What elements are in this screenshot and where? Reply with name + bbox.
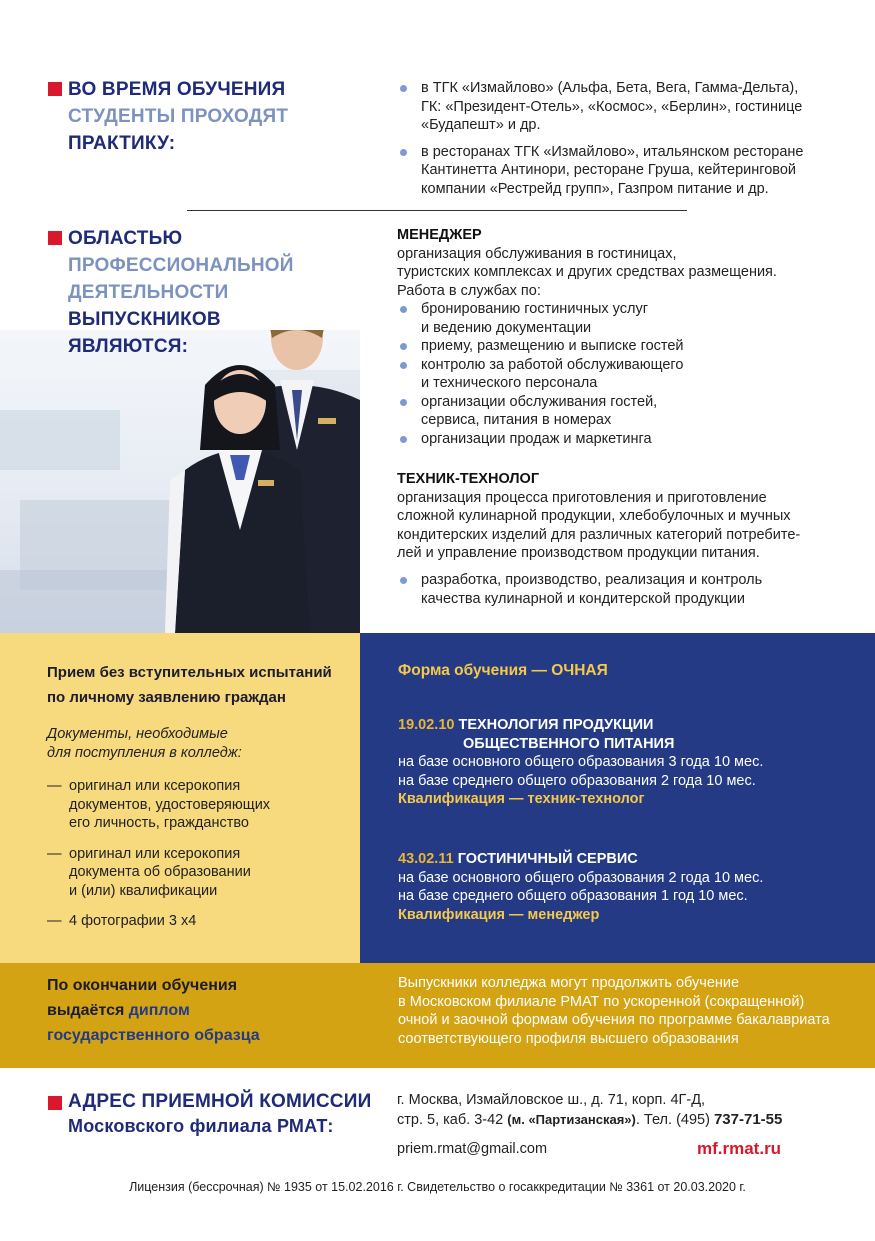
continue-text: Выпускники колледжа могут продолжить обучение в Московском филиале РМАТ по ускоренной (сокращенной) очной и заочной формам обучения по программе бакалавриата соответствующего профиля высшего образования — [398, 975, 830, 1047]
technologist-title: ТЕХНИК-ТЕХНОЛОГ — [397, 471, 540, 487]
technologist-list — [397, 571, 857, 608]
areas-heading: ОБЛАСТЬЮ ПРОФЕССИОНАЛЬНОЙ ДЕЯТЕЛЬНОСТИ ВЫПУСКНИКОВ ЯВЛЯЮТСЯ: — [68, 228, 294, 357]
red-square-icon — [48, 231, 62, 245]
technologist-block: ТЕХНИК-ТЕХНОЛОГ организация процесса приготовления и приготовление сложной кулинарной продукции, хлебобулочных и мучных кондитерских изделий для различных категорий потребите- лей и управление производством продукции питания. — [397, 470, 867, 563]
list-item: приему, размещению и выписке гостей — [397, 337, 857, 356]
website-link[interactable]: mf.rmat.ru — [697, 1139, 782, 1158]
program-2: 43.02.11 ГОСТИНИЧНЫЙ СЕРВИС на базе основного общего образования 2 года 10 мес. на базе среднего общего образования 1 год 10 мес. Квалификация — менеджер — [398, 851, 764, 923]
phone-number: 737-71-55 — [713, 1111, 783, 1128]
list-item: организации продаж и маркетинга — [397, 430, 857, 449]
diploma-text: По окончании обучения выдаётся диплом государственного образца — [47, 977, 260, 1044]
red-square-icon — [48, 1096, 62, 1110]
study-form-panel — [360, 633, 875, 963]
list-item: контролю за работой обслуживающего и технического персонала — [397, 356, 857, 393]
list-item: в ресторанах ТГК «Измайлово», итальянском ресторане Кантинетта Антинори, ресторане Груша, кейтеринговой компании «Рестрейд групп», Газпром питание и др. — [397, 143, 857, 199]
interior-background — [0, 330, 360, 633]
divider — [187, 210, 687, 211]
students-photo — [0, 330, 360, 633]
license-text: Лицензия (бессрочная) № 1935 от 15.02.2016 г. Свидетельство о госаккредитации № 3361 от 20.03.2020 г. — [129, 1180, 746, 1194]
list-item: — оригинал или ксерокопия документа об образовании и (или) квалификации — [47, 845, 347, 901]
list-item: — оригинал или ксерокопия документов, удостоверяющих его личность, гражданство — [47, 777, 347, 833]
red-square-icon — [48, 82, 62, 96]
list-item: разработка, производство, реализация и контроль качества кулинарной и кондитерской продукции — [397, 571, 857, 608]
list-item: в ТГК «Измайлово» (Альфа, Бета, Вега, Гамма-Дельта), ГК: «Президент-Отель», «Космос», «Берлин», гостинице «Будапешт» и др. — [397, 79, 857, 135]
docs-intro: Документы, необходимые для поступления в колледж: — [47, 726, 242, 761]
manager-block: МЕНЕДЖЕР организация обслуживания в гостиницах, туристских комплексах и других средствах размещения. Работа в службах по: — [397, 226, 857, 300]
docs-list — [47, 777, 347, 943]
program-1: 19.02.10 ТЕХНОЛОГИЯ ПРОДУКЦИИ ОБЩЕСТВЕННОГО ПИТАНИЯ на базе основного общего образования 3 года 10 мес. на базе среднего общего образования 2 года 10 мес. Квалификация — техник-технолог — [398, 717, 764, 807]
graduation-panel — [0, 963, 875, 1068]
address-heading: АДРЕС ПРИЕМНОЙ КОМИССИИ Московского филиала РМАТ: — [68, 1091, 372, 1136]
list-item: бронированию гостиничных услуг и ведению документации — [397, 300, 857, 337]
study-form-title: Форма обучения — ОЧНАЯ — [398, 662, 608, 679]
practice-list — [397, 79, 857, 198]
email-link[interactable]: priem.rmat@gmail.com — [397, 1141, 548, 1157]
admission-panel — [0, 633, 360, 963]
address-text: г. Москва, Измайловское ш., д. 71, корп. 4Г-Д, стр. 5, каб. 3-42 (м. «Партизанская»). Тел. (495) 737-71-55 — [397, 1092, 783, 1128]
manager-list — [397, 300, 857, 448]
manager-title: МЕНЕДЖЕР — [397, 227, 482, 243]
admission-title: Прием без вступительных испытаний по личному заявлению граждан — [47, 664, 332, 706]
list-item: организации обслуживания гостей, сервиса, питания в номерах — [397, 393, 857, 430]
list-item: — 4 фотографии 3 х4 — [47, 912, 347, 931]
practice-heading: ВО ВРЕМЯ ОБУЧЕНИЯ СТУДЕНТЫ ПРОХОДЯТ ПРАКТИКУ: — [68, 79, 289, 154]
